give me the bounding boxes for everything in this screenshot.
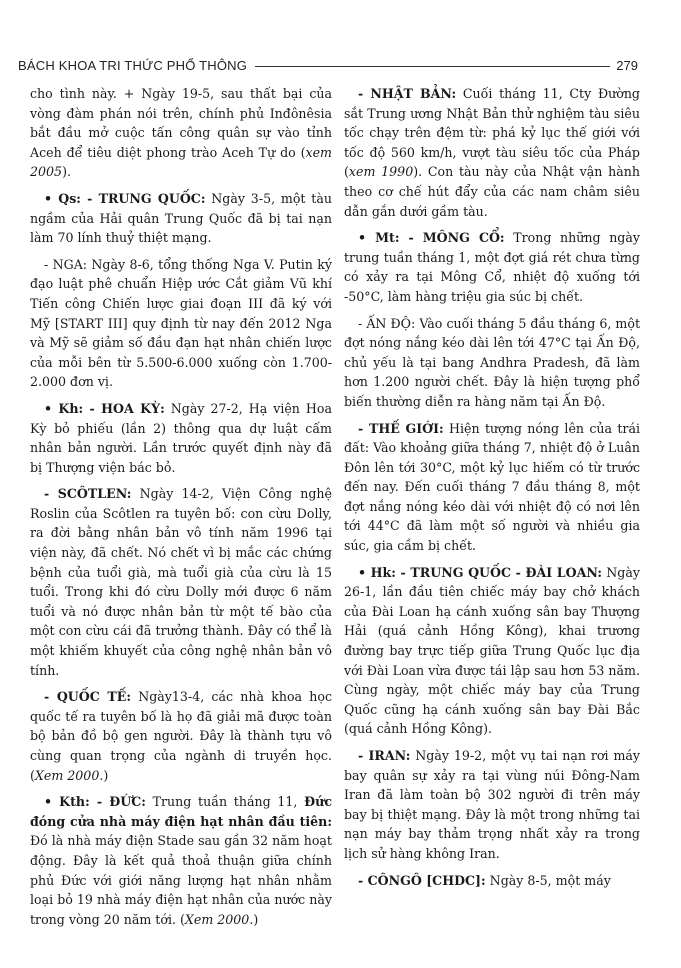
text-run: cho tình này. + Ngày 19-5, sau thất bại của vòng đàm phán nói trên, chính phủ Inđônêsia bắt đầu mở cuộc tấn công quân sự vào tỉnh Aceh để tiêu diệt phong trào Aceh Tự do ( (30, 86, 332, 160)
text-run: ) (253, 911, 259, 927)
bold-text: - NHẬT BẢN: (358, 86, 457, 101)
running-header (18, 54, 638, 76)
text-run: - ẤN ĐỘ: (358, 315, 416, 331)
paragraph (30, 792, 332, 929)
text-run: Ngày 26-1, lần đầu tiên chiếc máy bay chở khách của Đài Loan hạ cánh xuống sân bay Thượng Hải (quá cảnh Hồng Kông), khai trương đường bay trực tiếp giữa Trung Quốc lục địa với Đài Loan vừa được tái lập sau hơn 53 năm. Cùng ngày, một chiếc máy bay của Trung Quốc cũng hạ cánh xuống sân bay Đài Bắc (quá cảnh Hồng Kông). (344, 564, 640, 737)
bold-text: • Qs: - TRUNG QUỐC: (44, 190, 206, 206)
bold-text: - QUỐC TẾ: (44, 689, 131, 705)
text-run: Ngày13-4, các nhà khoa học quốc tế ra tuyên bố là họ đã giải mã được toàn bộ bản đồ bộ gen người. Đây là thành tựu vô cùng quan trọng của ngành di truyền học. ( (30, 689, 332, 783)
text-run: Ngày 27-2, Hạ viện Hoa Kỳ bỏ phiếu (lần 2) thông qua dự luật cấm nhân bản người. Lần trước quyết định này đã bị Thượng viện bác bỏ. (30, 400, 332, 475)
italic-text: Xem 2000. (34, 767, 104, 783)
paragraph (30, 687, 332, 785)
text-run: Hiện tượng nóng lên của trái đất: Vào khoảng giữa tháng 7, nhiệt độ ở Luân Đôn lên tới 30°C, một kỷ lục hiếm có từ trước đến nay. Đến cuối tháng 7 đầu tháng 8, một đợt nắng nóng kéo dài với nhiệt độ có nơi lên tới 44°C đã làm một số người và nhiều gia súc, gia cầm bị chết. (344, 420, 640, 554)
header-rule (255, 66, 610, 67)
bold-text: • Mt: - MÔNG CỔ: (358, 230, 505, 246)
text-run: Ngày 19-2, một vụ tai nạn rơi máy bay quân sự xảy ra tại vùng núi Đông-Nam Iran đã làm toàn bộ 302 người đi trên máy bay bị thiệt mạng. Đây là một trong những tai nạn máy bay thảm trọng nhất xảy ra trong lịch sử hàng không Iran. (344, 748, 640, 861)
text-run: Trong những ngày trung tuần tháng 1, một đợt giá rét chưa từng có xảy ra tại Mông Cổ, nhiệt độ xuống tới -50°C, làm hàng triệu gia súc bị chết. (344, 230, 640, 304)
paragraph (30, 399, 332, 477)
italic-text: xem 2005 (30, 144, 332, 180)
text-run: Đó là nhà máy điện Stade sau gần 32 năm hoạt động. Đây là kết quả thoả thuận giữa chính phủ Đức với giới năng lượng hạt nhân nhằm loại bỏ 19 nhà máy điện hạt nhân của nước này trong vòng 20 năm tới. ( (30, 833, 332, 927)
text-run: Cuối tháng 11, Cty Đường sắt Trung ương Nhật Bản thử nghiệm tàu siêu tốc chạy trên đệm từ: phá kỷ lục thế giới với tốc độ 560 km/h, vượt tàu siêu tốc của Pháp ( (344, 86, 640, 180)
bold-text: - SCÔTLEN: (44, 486, 132, 502)
left-column (30, 84, 332, 964)
text-run: Ngày 8-6, tổng thống Nga V. Putin ký đạo luật phê chuẩn Hiệp ước Cắt giảm Vũ khí Tiến công Chiến lược giai đoạn III đã ký với Mỹ [START III] quy định từ nay đến 2012 Nga và Mỹ sẽ giảm số đầu đạn hạt nhân chiến lược của mỗi bên từ 5.500-6.000 xuống còn 1.700-2.000 đơn vị. (30, 256, 332, 390)
paragraph (30, 84, 332, 182)
paragraph (344, 228, 640, 306)
paragraph (344, 419, 640, 556)
text-run: ) (103, 767, 109, 783)
paragraph (30, 189, 332, 248)
bold-text: - CÔNGÔ [CHDC]: (358, 872, 486, 888)
bold-text: • Kh: - HOA KỲ: (44, 400, 165, 416)
text-run: Ngày 3-5, một tàu ngầm của Hải quân Trung Quốc đã bị tai nạn làm 70 lính thuỷ thiệt mạng. (30, 190, 332, 246)
paragraph (344, 314, 640, 412)
right-column (344, 84, 640, 964)
text-run: ). (62, 164, 71, 180)
text-run: Ngày 8-5, một máy (485, 872, 611, 888)
text-run: - NGA: (44, 256, 88, 272)
page-number: 279 (616, 57, 638, 73)
italic-text: Xem 2000. (184, 911, 254, 927)
paragraph (30, 484, 332, 680)
text-run: Trung tuần tháng 11, (145, 794, 305, 810)
paragraph (344, 84, 640, 221)
text-run: ). Con tàu này của Nhật vận hành theo cơ chế hút đẩy của các nam châm siêu dẫn gắn dưới gầm tàu. (344, 164, 640, 219)
paragraph (344, 563, 640, 739)
bold-text: - IRAN: (358, 748, 411, 763)
text-run: Ngày 14-2, Viện Công nghệ Roslin của Scôtlen ra tuyên bố: con cừu Dolly, ra đời bằng nhân bản vô tính năm 1996 tại viện này, đã chết. Nó chết vì bị mắc các chứng bệnh của tuổi già, mà tuổi già của cừu là 15 tuổi. Trong khi đó cừu Dolly mới được 6 năm tuổi và nó được nhân bản từ một tế bào của một con cừu cái đã trưởng thành. Đây có thể là một khiếm khuyết của công nghệ nhân bản vô tính. (30, 486, 332, 678)
paragraph (30, 255, 332, 392)
bold-text: - THẾ GIỚI: (358, 420, 444, 436)
bold-text: • Kth: - ĐỨC: (44, 794, 146, 810)
bold-text: Đức đóng cửa nhà máy điện hạt nhân đầu tiên: (30, 794, 332, 829)
text-run: Vào cuối tháng 5 đầu tháng 6, một đợt nóng nắng kéo dài lên tới 47°C tại Ấn Độ, chủ yếu là tại bang Andhra Pradesh, đã làm hơn 1.200 người chết. Đây là hiện tượng phổ biến thường diễn ra hàng năm tại Ấn Độ. (344, 315, 640, 409)
italic-text: xem 1990 (348, 164, 414, 180)
book-title: BÁCH KHOA TRI THỨC PHỔ THÔNG (18, 57, 248, 73)
bold-text: • Hk: - TRUNG QUỐC - ĐÀI LOAN: (358, 564, 603, 580)
paragraph (344, 746, 640, 864)
paragraph (344, 871, 640, 891)
